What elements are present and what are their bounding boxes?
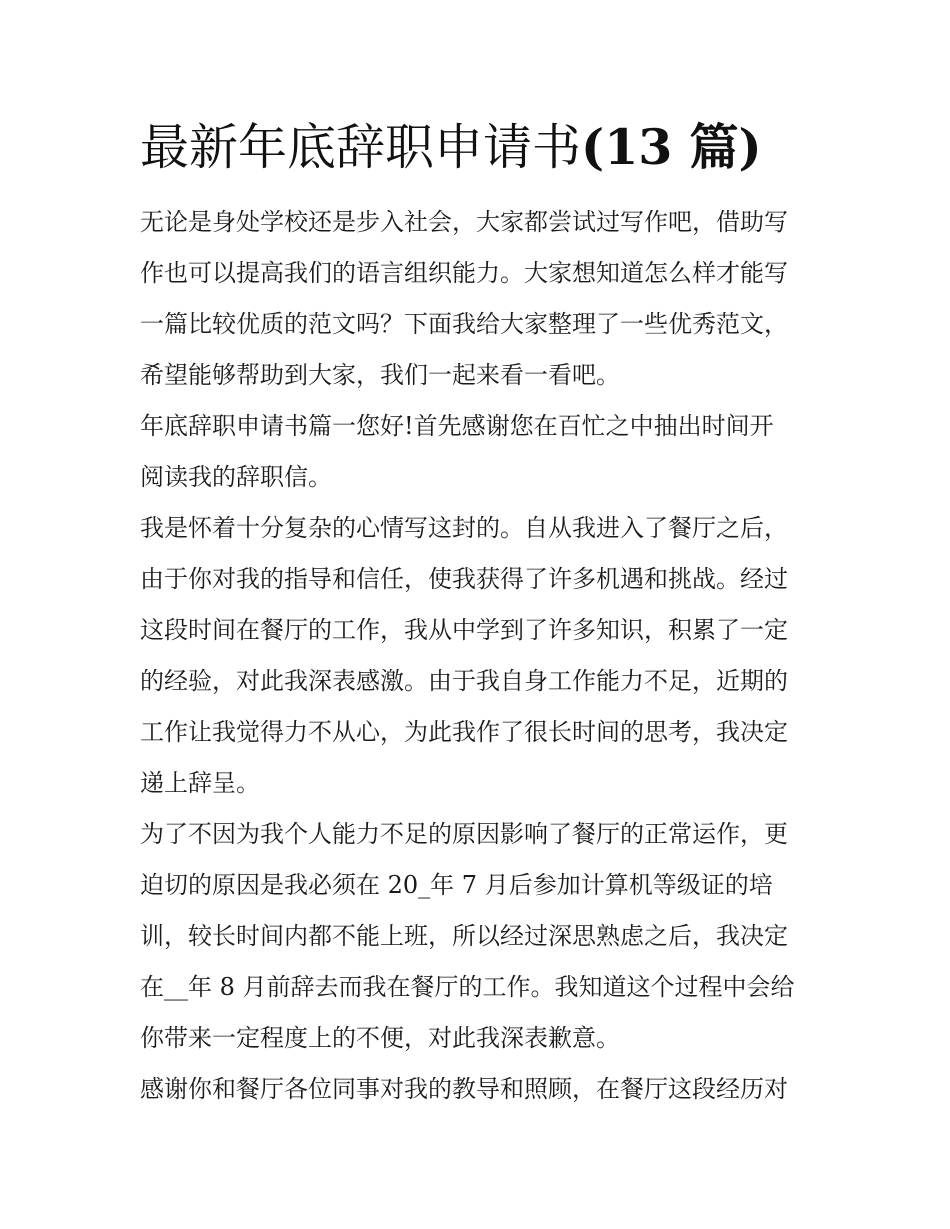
body-line: 的经验，对此我深表感激。由于我自身工作能力不足，近期的: [140, 667, 788, 695]
body-line: 迫切的原因是我必须在 20_年 7 月后参加计算机等级证的培: [140, 871, 773, 899]
body-line: 无论是身处学校还是步入社会，大家都尝试过写作吧，借助写: [140, 208, 788, 236]
body-line: 工作让我觉得力不从心，为此我作了很长时间的思考，我决定: [140, 718, 788, 746]
title-main: 最新年底辞职申请书: [140, 119, 582, 176]
body-line: 年底辞职申请书篇一您好!首先感谢您在百忙之中抽出时间开: [140, 412, 774, 440]
body-line: 由于你对我的指导和信任，使我获得了许多机遇和挑战。经过: [140, 565, 788, 593]
title-count: (13 篇): [581, 118, 762, 176]
body-line: 希望能够帮助到大家，我们一起来看一看吧。: [140, 361, 620, 389]
body-line: 阅读我的辞职信。: [140, 463, 332, 491]
body-line: 作也可以提高我们的语言组织能力。大家想知道怎么样才能写: [140, 259, 788, 287]
body-line: 为了不因为我个人能力不足的原因影响了餐厅的正常运作，更: [140, 820, 788, 848]
document-body: [140, 197, 820, 1115]
body-line: 这段时间在餐厅的工作，我从中学到了许多知识，积累了一定: [140, 616, 788, 644]
body-line: 一篇比较优质的范文吗？下面我给大家整理了一些优秀范文，: [140, 310, 788, 338]
body-line: 训，较长时间内都不能上班，所以经过深思熟虑之后，我决定: [140, 922, 788, 950]
body-line: 你带来一定程度上的不便，对此我深表歉意。: [140, 1024, 620, 1052]
body-line: 我是怀着十分复杂的心情写这封的。自从我进入了餐厅之后，: [140, 514, 788, 542]
body-line: 感谢你和餐厅各位同事对我的教导和照顾，在餐厅这段经历对: [140, 1075, 788, 1103]
document-title: [140, 112, 840, 183]
body-line: 在__年 8 月前辞去而我在餐厅的工作。我知道这个过程中会给: [140, 973, 795, 1001]
body-line: 递上辞呈。: [140, 769, 260, 797]
